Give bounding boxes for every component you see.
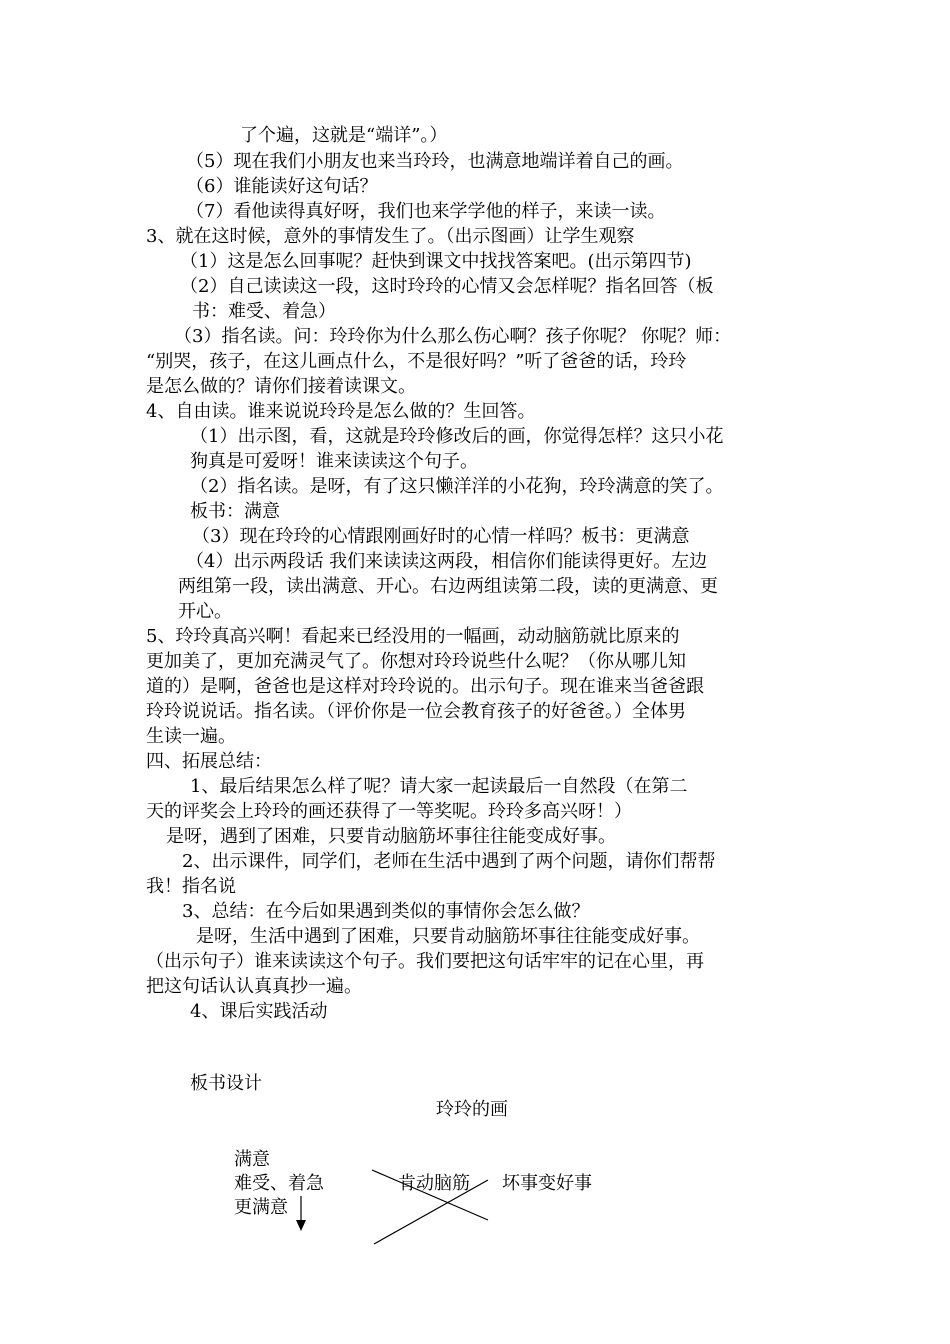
text-line: 是呀，遇到了困难，只要肯动脑筋坏事往往能变成好事。 <box>166 826 616 847</box>
text-line: （4）出示两段话 我们来读读这两段，相信你们能读得更好。左边 <box>186 551 708 572</box>
text-line: 2、出示课件，同学们，老师在生活中遇到了两个问题，请你们帮帮 <box>182 851 716 872</box>
text-line: （3）现在玲玲的心情跟刚画好时的心情一样吗？板书：更满意 <box>192 526 690 547</box>
board-mood-2: 难受、着急 <box>234 1173 324 1194</box>
board-mood-1: 满意 <box>234 1149 270 1170</box>
text-line: 我！指名说 <box>146 876 236 897</box>
text-line: （7）看他读得真好呀，我们也来学学他的样子，来读一读。 <box>186 201 666 222</box>
text-line: 把这句话认认真真抄一遍。 <box>146 976 362 997</box>
text-line: （3）指名读。问：玲玲你为什么那么伤心啊？孩子你呢？ 你呢？师： <box>174 326 732 347</box>
text-line: 四、拓展总结： <box>146 751 272 772</box>
board-right: 坏事变好事 <box>502 1173 592 1194</box>
text-line: （2）自己读读这一段，这时玲玲的心情又会怎样呢？指名回答（板 <box>180 276 714 297</box>
text-line: （1）出示图，看，这就是玲玲修改后的画，你觉得怎样？这只小花 <box>190 426 724 447</box>
text-line: 了个遍，这就是“端详”。） <box>240 125 448 146</box>
text-line: 3、就在这时候，意外的事情发生了。（出示图画）让学生观察 <box>146 226 635 247</box>
text-line: 生读一遍。 <box>146 726 236 747</box>
text-line: 玲玲说说话。指名读。（评价你是一位会教育孩子的好爸爸。）全体男 <box>146 701 686 722</box>
text-line: 更加美了，更加充满灵气了。你想对玲玲说些什么呢？（你从哪儿知 <box>146 651 686 672</box>
text-line: （1）这是怎么回事呢？赶快到课文中找找答案吧。(出示第四节) <box>180 251 692 272</box>
text-line: 开心。 <box>178 601 232 622</box>
text-line: 3、总结：在今后如果遇到类似的事情你会怎么做？ <box>182 901 590 922</box>
text-line: 道的）是啊，爸爸也是这样对玲玲说的。出示句子。现在谁来当爸爸跟 <box>146 676 704 697</box>
text-line: 是怎么做的？请你们接着读课文。 <box>146 376 416 397</box>
board-mood-3: 更满意 <box>234 1197 288 1218</box>
text-line: 两组第一段，读出满意、开心。右边两组读第二段，读的更满意、更 <box>178 576 718 597</box>
board-design-heading: 板书设计 <box>190 1073 262 1094</box>
text-line: 天的评奖会上玲玲的画还获得了一等奖呢。玲玲多高兴呀！） <box>146 801 632 822</box>
board-middle: 肯动脑筋 <box>398 1173 470 1194</box>
text-line: 是呀，生活中遇到了困难，只要肯动脑筋坏事往往能变成好事。 <box>196 926 700 947</box>
text-line: 书：难受、着急） <box>192 301 336 322</box>
text-line: （6）谁能读好这句话？ <box>186 176 378 197</box>
text-line: 狗真是可爱呀！谁来读读这个句子。 <box>190 451 478 472</box>
text-line: 4、自由读。谁来说说玲玲是怎么做的？生回答。 <box>146 401 536 422</box>
text-line: 板书：满意 <box>190 501 280 522</box>
text-line: （2）指名读。是呀，有了这只懒洋洋的小花狗，玲玲满意的笑了。 <box>190 476 724 497</box>
text-line: 5、玲玲真高兴啊！看起来已经没用的一幅画，动动脑筋就比原来的 <box>146 626 680 647</box>
board-title: 玲玲的画 <box>436 1099 508 1120</box>
text-line: （出示句子）谁来读读这个句子。我们要把这句话牢牢的记在心里，再 <box>146 951 704 972</box>
text-line: 4、课后实践活动 <box>190 1001 328 1022</box>
down-arrow-icon <box>296 1220 306 1231</box>
text-line: 1、最后结果怎么样了呢？请大家一起读最后一自然段（在第二 <box>190 776 688 797</box>
text-line: “别哭，孩子，在这儿画点什么，不是很好吗？”听了爸爸的话，玲玲 <box>146 351 687 372</box>
text-line: （5）现在我们小朋友也来当玲玲，也满意地端详着自己的画。 <box>186 151 684 172</box>
